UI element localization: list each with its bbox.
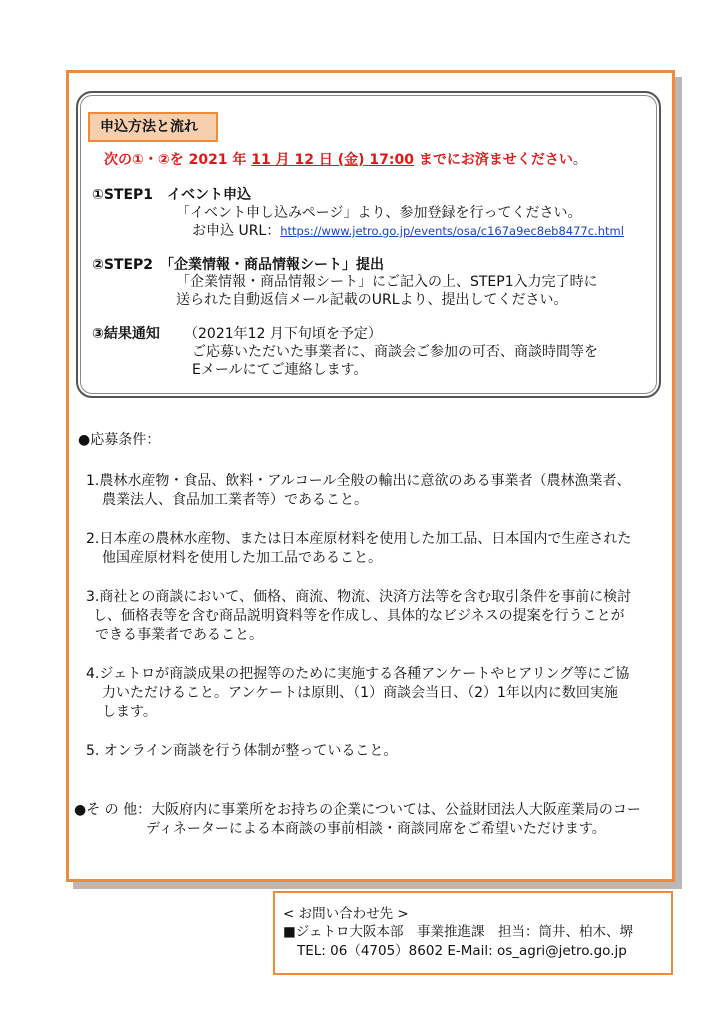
step2-label: ②STEP2 「企業情報・商品情報シート」提出: [92, 257, 385, 273]
step3-desc-1: ご応募いただいた事業者に、商談会ご参加の可否、商談時間等を: [192, 344, 598, 360]
condition-3-line-3: できる事業者であること。: [95, 627, 263, 643]
condition-3-line-2: し、価格表等を含む商品説明資料等を作成し、具体的なビジネスの提案を行うことが: [93, 608, 625, 624]
step3-label: ③結果通知: [92, 326, 160, 342]
contact-title: < お問い合わせ先 >: [283, 906, 409, 922]
step2-desc-1: 「企業情報・商品情報シート」にご記入の上、STEP1入力完了時に: [176, 274, 598, 290]
step2-desc-2: 送られた自動返信メール記載のURLより、提出してください。: [176, 292, 568, 308]
condition-5-line-1: 5. オンライン商談を行う体制が整っていること。: [86, 743, 398, 759]
deadline-suffix: までにお済ませください: [414, 152, 573, 168]
contact-tel-email: TEL: 06（4705）8602 E-Mail: os_agri@jetro.go.jp: [297, 943, 627, 959]
step3-desc-2: Eメールにてご連絡します。: [192, 362, 368, 378]
condition-1-line-1: 1.農林水産物・食品、飲料・アルコール全般の輸出に意欲のある事業者（農林漁業者、: [86, 473, 631, 489]
other-line-1: ●そ の 他：大阪府内に事業所をお持ちの企業については、公益財団法人大阪産業局のコー: [74, 802, 641, 818]
step1-url-prefix: お申込 URL：: [192, 223, 281, 239]
condition-3-line-1: 3.商社との商談において、価格、商流、物流、決済方法等を含む取引条件を事前に検討: [86, 589, 632, 605]
deadline-date: 11 月 12 日 (金) 17:00: [251, 152, 414, 168]
condition-4-line-1: 4.ジェトロが商談成果の把握等のために実施する各種アンケートやヒアリング等にご協: [86, 666, 630, 682]
step1-desc: 「イベント申し込みページ」より、参加登録を行ってください。: [176, 205, 582, 221]
condition-4-line-2: 力いただけること。アンケートは原則、（1）商談会当日、（2）1年以内に数回実施: [102, 685, 618, 701]
condition-1-line-2: 農業法人、食品加工業者等）であること。: [102, 492, 368, 508]
deadline-prefix: 次の①・②を 2021 年: [104, 152, 252, 168]
step1-url-line: [192, 222, 624, 240]
condition-2-line-1: 2.日本産の農林水産物、または日本産原材料を使用した加工品、日本国内で生産された: [86, 531, 632, 547]
application-heading: 申込方法と流れ: [88, 112, 218, 142]
step1-label: ①STEP1 イベント申込: [92, 187, 252, 203]
condition-2-line-2: 他国産原材料を使用した加工品であること。: [102, 550, 382, 566]
contact-org: ■ジェトロ大阪本部 事業推進課 担当：筒井、柏木、堺: [283, 924, 633, 940]
deadline-end: 。: [572, 152, 587, 168]
condition-4-line-3: します。: [102, 704, 157, 720]
step3-note: （2021年12 月下旬頃を予定）: [184, 326, 382, 342]
deadline-notice: [104, 151, 587, 169]
conditions-title: ●応募条件：: [78, 432, 161, 448]
step1-url-link[interactable]: https://www.jetro.go.jp/events/osa/c167a9ec8eb8477c.html: [280, 224, 624, 238]
other-line-2: ディネーターによる本商談の事前相談・商談同席をご希望いただけます。: [146, 821, 606, 837]
